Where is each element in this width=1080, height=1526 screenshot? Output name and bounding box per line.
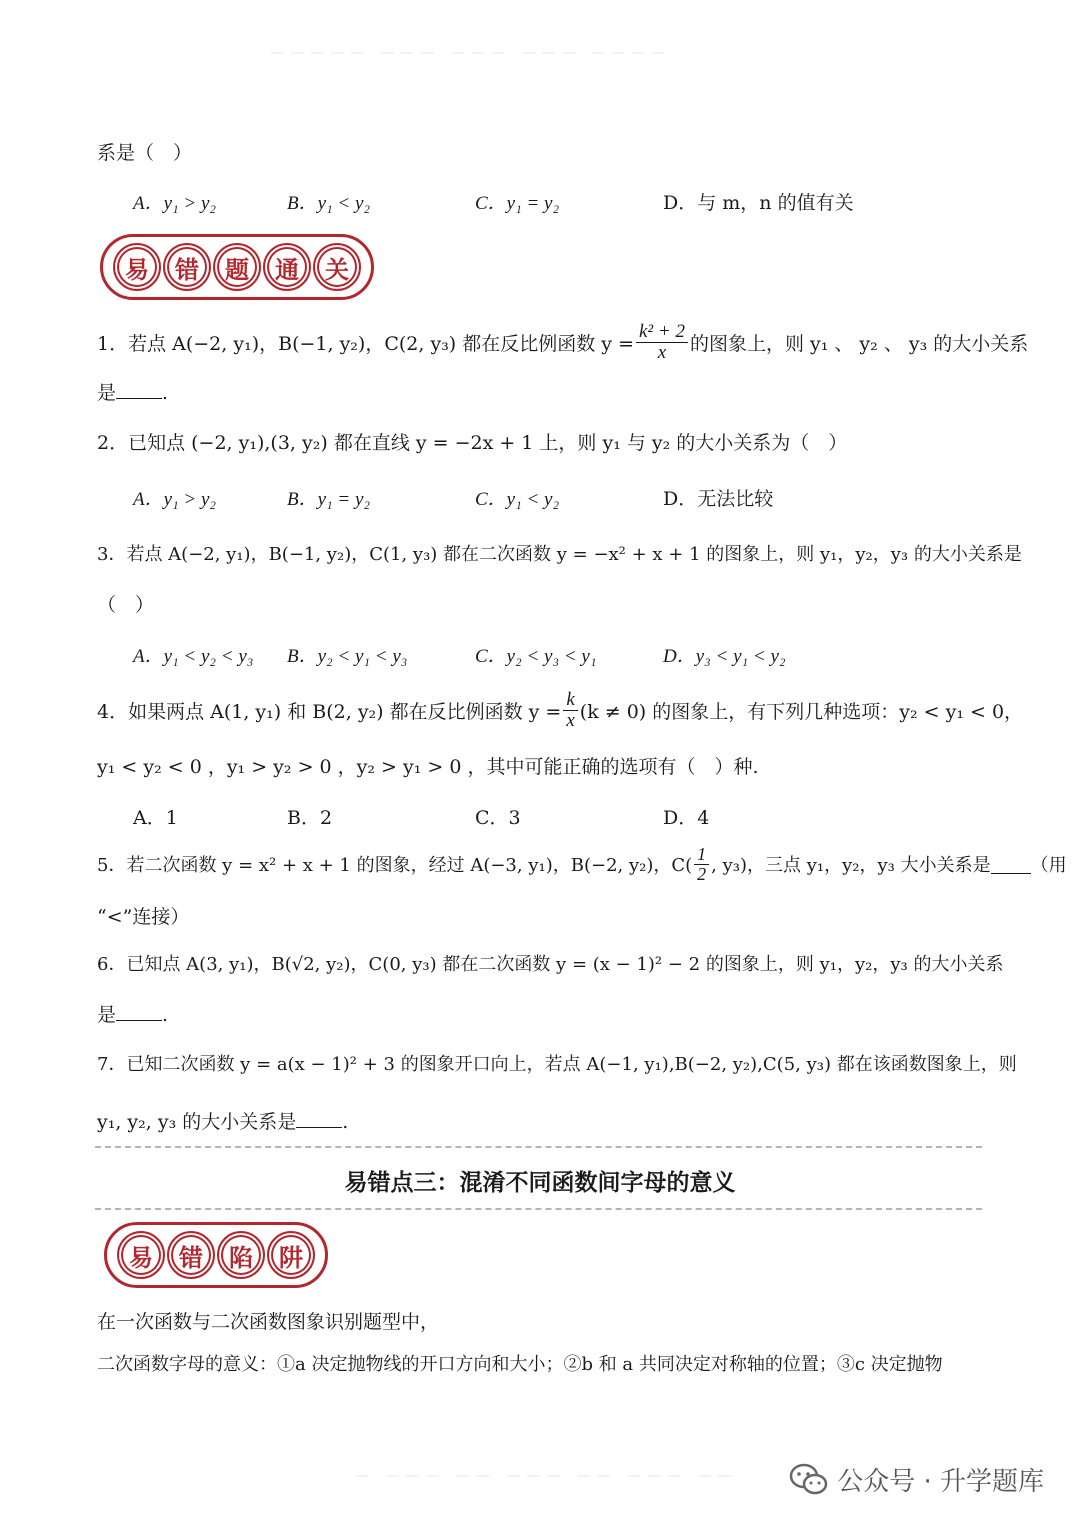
q1-text-a: 1．若点 A(−2, y₁)，B(−1, y₂)，C(2, y₃) 都在反比例函数 y =: [97, 332, 634, 355]
q1-end: .: [162, 382, 169, 404]
watermark-text: 公众号 · 升学题库: [837, 1467, 1044, 1497]
q1-frac-den: x: [657, 341, 667, 363]
question-5-line2: “<”连接）: [97, 906, 190, 928]
q7-text-line2: y₁, y₂, y₃ 的大小关系是: [97, 1111, 297, 1133]
q4-frac-den: x: [566, 709, 575, 731]
paragraph-2: 二次函数字母的意义：①a 决定抛物线的开口方向和大小；②b 和 a 共同决定对称轴的位置；③c 决定抛物: [97, 1354, 943, 1375]
q5-text-a: 5．若二次函数 y = x² + x + 1 的图象，经过 A(−3, y₁)，B(−2, y₂)，C(: [97, 855, 693, 876]
divider-bottom: [95, 1208, 982, 1210]
q2-option-b: B．y₁ = y₂: [287, 489, 371, 510]
intro-option-d: D．与 m，n 的值有关: [663, 192, 854, 214]
question-3-line2: （ ）: [97, 594, 155, 616]
q1-blank[interactable]: [116, 380, 162, 399]
badge-error-practice: [100, 234, 374, 300]
q4-option-a: A．1: [133, 807, 178, 829]
badge-char: 题: [213, 243, 261, 291]
q4-option-b: B．2: [287, 807, 333, 829]
question-7: 7．已知二次函数 y = a(x − 1)² + 3 的图象开口向上，若点 A(−1, y₁),B(−2, y₂),C(5, y₃) 都在该函数图象上，则: [97, 1054, 1017, 1075]
q1-frac-num: k² + 2: [636, 322, 688, 343]
q2-option-d: D．无法比较: [663, 488, 774, 510]
badge-char: 易: [117, 1231, 165, 1279]
q3-option-b: B．y₂ < y₁ < y₃: [287, 646, 408, 667]
q2-option-c: C．y₁ < y₂: [475, 489, 560, 510]
q4-option-d: D．4: [663, 807, 710, 829]
q1-text-b: 的图象上，则 y₁ 、 y₂ 、 y₃ 的大小关系: [689, 332, 1029, 355]
badge-char: 通: [263, 243, 311, 291]
q7-end: .: [342, 1111, 349, 1133]
section-heading: 易错点三：混淆不同函数间字母的意义: [344, 1170, 736, 1196]
q4-text-b: (k ≠ 0) 的图象上，有下列几种选项：y₂ < y₁ < 0，: [579, 700, 1024, 723]
faint-footer-text: — ——— —— ——— —— ——— ——: [355, 1468, 738, 1484]
q5-text-c: （用: [1030, 855, 1067, 876]
q5-frac-den: 2: [697, 863, 707, 884]
q5-fraction: [694, 845, 709, 884]
badge-error-trap: [104, 1222, 328, 1288]
q4-frac-num: k: [563, 690, 577, 711]
q5-blank[interactable]: [991, 855, 1031, 874]
q4-text-a: 4．如果两点 A(1, y₁) 和 B(2, y₂) 都在反比例函数 y =: [97, 700, 562, 723]
q2-option-a: A．y₁ > y₂: [133, 489, 217, 510]
paragraph-1: 在一次函数与二次函数图象识别题型中，: [97, 1311, 440, 1333]
badge-char: 错: [167, 1231, 215, 1279]
q6-end: .: [162, 1004, 169, 1026]
q6-blank[interactable]: [116, 1002, 162, 1021]
badge-char: 错: [163, 243, 211, 291]
wechat-watermark: [789, 1461, 1044, 1498]
q7-blank[interactable]: [296, 1109, 342, 1128]
question-6: 6．已知点 A(3, y₁)，B(√2, y₂)，C(0, y₃) 都在二次函数 y = (x − 1)² − 2 的图象上，则 y₁，y₂，y₃ 的大小关系: [97, 954, 1004, 975]
badge-char: 阱: [267, 1231, 315, 1279]
q5-frac-num: 1: [694, 845, 709, 865]
q1-text-c: 是: [97, 382, 117, 404]
question-3: 3．若点 A(−2, y₁)，B(−1, y₂)，C(1, y₃) 都在二次函数 y = −x² + x + 1 的图象上，则 y₁，y₂，y₃ 的大小关系是: [97, 544, 1022, 565]
intro-option-b: B．y₁ < y₂: [287, 193, 371, 214]
q5-text-b: , y₃)，三点 y₁，y₂，y₃ 大小关系是: [711, 855, 991, 876]
q3-option-d: D．y₃ < y₁ < y₂: [663, 646, 786, 667]
wechat-icon: [789, 1463, 829, 1497]
q4-fraction: [563, 690, 577, 731]
q4-option-c: C．3: [475, 807, 521, 829]
badge-char: 易: [113, 243, 161, 291]
question-6-line2: [97, 1000, 168, 1027]
q3-option-c: C．y₂ < y₃ < y₁: [475, 646, 597, 667]
question-5: [97, 838, 1067, 890]
badge-char: 陷: [217, 1231, 265, 1279]
q6-text-c: 是: [97, 1004, 117, 1026]
badge-char: 关: [313, 243, 361, 291]
q1-fraction: [636, 322, 688, 363]
question-7-line2: [97, 1107, 348, 1134]
question-4: [97, 684, 1023, 736]
question-1-line2: [97, 378, 168, 405]
divider-top: [95, 1146, 982, 1148]
intro-tail: 系是（ ）: [97, 142, 193, 164]
faint-header-text: ————— ——— ——— ——— ————: [270, 45, 672, 61]
question-1: [97, 314, 1028, 370]
question-4-line2: y₁ < y₂ < 0 ，y₁ > y₂ > 0 ，y₂ > y₁ > 0 ，其中可能正确的选项有（ ）种.: [97, 756, 759, 778]
q3-option-a: A．y₁ < y₂ < y₃: [133, 646, 254, 667]
question-2: 2．已知点 (−2, y₁),(3, y₂) 都在直线 y = −2x + 1 上，则 y₁ 与 y₂ 的大小关系为（ ）: [97, 432, 848, 454]
intro-option-a: A．y₁ > y₂: [133, 193, 217, 214]
intro-option-c: C．y₁ = y₂: [475, 193, 560, 214]
